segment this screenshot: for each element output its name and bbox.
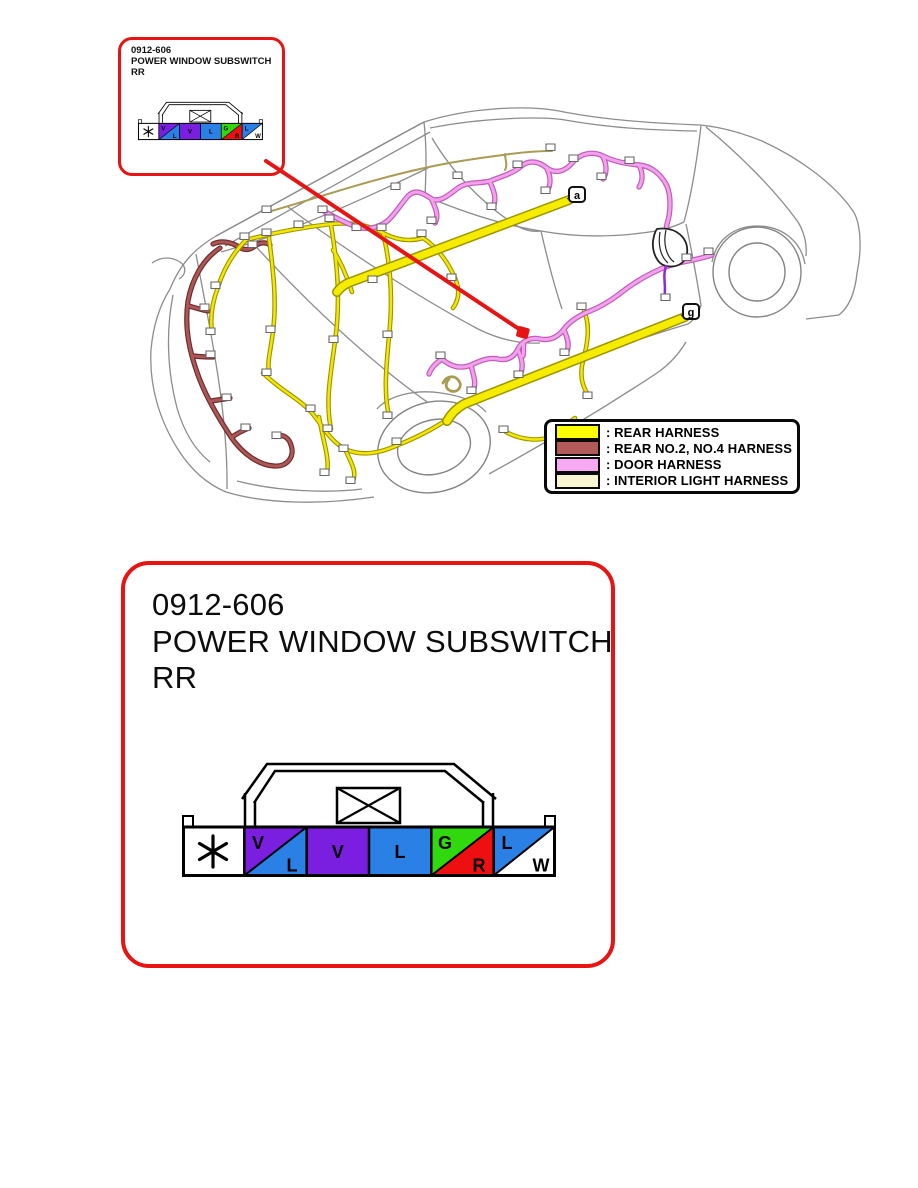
svg-text:g: g — [687, 307, 695, 319]
vehicle-harness-illustration: V L V L G R L W a g — [0, 0, 918, 1188]
harness-legend — [544, 419, 800, 494]
legend-swatch-rear — [555, 424, 600, 440]
callout-box-small — [118, 37, 285, 176]
location-label-g — [681, 304, 699, 319]
mirror-wire — [664, 266, 666, 298]
callout-small-title — [131, 45, 271, 78]
legend-row-door-harness — [555, 457, 797, 473]
legend-swatch-interior-light — [555, 473, 600, 489]
legend-label-door: : DOOR HARNESS — [606, 457, 722, 473]
legend-label-interior-light: : INTERIOR LIGHT HARNESS — [606, 473, 789, 489]
svg-text:a: a — [573, 190, 581, 202]
connector-code: 0912-606 — [152, 587, 285, 622]
connector-position: RR — [131, 67, 145, 78]
legend-row-rear-harness — [555, 424, 797, 440]
legend-label-rear-no2-no4: : REAR NO.2, NO.4 HARNESS — [606, 440, 792, 456]
legend-label-rear: : REAR HARNESS — [606, 424, 720, 440]
location-label-a — [567, 187, 585, 202]
connector-name: POWER WINDOW SUBSWITCH — [131, 56, 272, 67]
legend-row-rear-no2-no4-harness — [555, 440, 797, 456]
legend-swatch-rear-no2-no4 — [555, 440, 600, 456]
connector-position: RR — [152, 660, 198, 695]
connector-code: 0912-606 — [131, 45, 172, 56]
legend-row-interior-light-harness — [555, 473, 797, 489]
callout-box-large — [121, 561, 615, 968]
connector-name: POWER WINDOW SUBSWITCH — [152, 623, 613, 659]
front-wheel — [713, 227, 801, 317]
callout-large-title — [152, 587, 613, 697]
legend-swatch-door — [555, 457, 600, 473]
